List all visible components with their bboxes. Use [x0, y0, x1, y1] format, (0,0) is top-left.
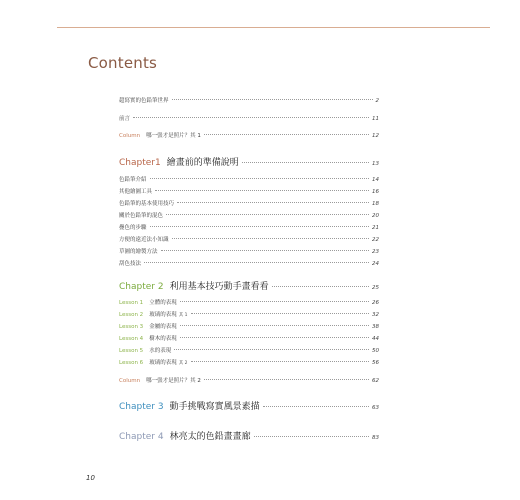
entry-label: 色鉛筆的基本使用技巧	[119, 201, 175, 207]
toc-lesson[interactable]	[119, 334, 379, 342]
entry-label: 哪一張才是照片？其 2	[146, 378, 201, 384]
dot-leader	[204, 379, 369, 380]
entry-label: 玻璃的表現	[149, 360, 177, 366]
entry-page: 56	[372, 360, 379, 366]
toc-lesson[interactable]	[119, 358, 379, 366]
dot-leader	[177, 202, 369, 203]
entry-label: 其他繪圖工具	[119, 189, 153, 195]
dot-leader	[180, 337, 369, 338]
toc-lesson[interactable]	[119, 298, 379, 306]
toc-entry-column[interactable]	[119, 131, 379, 139]
entry-page: 38	[372, 324, 379, 330]
lesson-prefix: Lesson 6	[119, 360, 144, 366]
entry-label: 草圖的繪製方法	[119, 249, 158, 255]
entry-label: 樹木的表現	[149, 336, 177, 342]
dot-leader	[174, 349, 369, 350]
dot-leader	[150, 226, 369, 227]
entry-label: 疊色的步驟	[119, 225, 147, 231]
entry-page: 24	[372, 261, 379, 267]
entry-page: 44	[372, 336, 379, 342]
chapter-prefix: Chapter 3	[119, 402, 164, 412]
entry-page: 26	[372, 300, 379, 306]
toc-chapter-3[interactable]	[119, 399, 379, 412]
lesson-prefix: Lesson 5	[119, 348, 144, 354]
entry-label: 立體的表現	[149, 300, 177, 306]
entry-label: 玻璃的表現	[149, 312, 177, 318]
entry-page: 20	[372, 213, 379, 219]
entry-page: 13	[372, 161, 379, 167]
entry-label: 水的表現	[149, 348, 172, 354]
entry-prefix: Column	[119, 378, 141, 384]
toc-lesson[interactable]	[119, 346, 379, 354]
toc-entry[interactable]	[119, 223, 379, 231]
entry-prefix: Column	[119, 133, 141, 139]
page-number: 10	[86, 474, 95, 482]
entry-label: 刮色技法	[119, 261, 142, 267]
toc-entry[interactable]	[119, 96, 379, 104]
dot-leader	[191, 361, 370, 362]
toc-chapter-1[interactable]	[119, 155, 379, 168]
entry-sub: 其 1	[178, 313, 188, 318]
entry-page: 18	[372, 201, 379, 207]
entry-page: 62	[372, 378, 379, 384]
toc-lesson[interactable]	[119, 322, 379, 330]
entry-page: 25	[372, 285, 379, 291]
entry-label: 金屬的表現	[149, 324, 177, 330]
dot-leader	[263, 406, 369, 407]
entry-label: 超寫實的色鉛筆世界	[119, 98, 169, 104]
dot-leader	[254, 436, 369, 437]
entry-page: 11	[372, 116, 379, 122]
lesson-prefix: Lesson 1	[119, 300, 144, 306]
entry-page: 50	[372, 348, 379, 354]
chapter-prefix: Chapter 2	[119, 282, 164, 292]
lesson-prefix: Lesson 2	[119, 312, 144, 318]
entry-label: 哪一張才是照片？其 1	[146, 133, 201, 139]
dot-leader	[191, 313, 370, 314]
dot-leader	[204, 134, 369, 135]
dot-leader	[272, 286, 369, 287]
top-divider	[57, 27, 490, 28]
entry-label: 前言	[119, 116, 131, 122]
entry-page: 21	[372, 225, 379, 231]
dot-leader	[180, 325, 369, 326]
toc-entry-column[interactable]	[119, 376, 379, 384]
dot-leader	[180, 301, 369, 302]
entry-page: 14	[372, 177, 379, 183]
dot-leader	[166, 214, 369, 215]
entry-page: 23	[372, 249, 379, 255]
toc-entry[interactable]	[119, 187, 379, 195]
dot-leader	[161, 250, 369, 251]
toc-lesson[interactable]	[119, 310, 379, 318]
page-title: Contents	[88, 54, 158, 72]
toc-entry[interactable]	[119, 175, 379, 183]
chapter-prefix: Chapter 4	[119, 432, 164, 442]
toc-entry[interactable]	[119, 199, 379, 207]
entry-sub: 其 2	[178, 361, 188, 366]
entry-page: 83	[372, 435, 379, 441]
dot-leader	[150, 178, 369, 179]
chapter-prefix: Chapter1	[119, 158, 161, 168]
dot-leader	[172, 238, 369, 239]
lesson-prefix: Lesson 3	[119, 324, 144, 330]
entry-page: 32	[372, 312, 379, 318]
toc-entry[interactable]	[119, 114, 379, 122]
toc-entry[interactable]	[119, 235, 379, 243]
dot-leader	[172, 99, 373, 100]
toc-chapter-4[interactable]	[119, 429, 379, 442]
chapter-title: 繪畫前的準備說明	[166, 158, 239, 168]
toc-entry[interactable]	[119, 247, 379, 255]
dot-leader	[242, 162, 369, 163]
entry-label: 色鉛筆介紹	[119, 177, 147, 183]
lesson-prefix: Lesson 4	[119, 336, 144, 342]
dot-leader	[155, 190, 369, 191]
entry-page: 63	[372, 405, 379, 411]
toc-entry[interactable]	[119, 259, 379, 267]
entry-label: 方便的遠近法小知識	[119, 237, 169, 243]
chapter-title: 林亮太的色鉛畫畫廊	[169, 432, 251, 442]
entry-page: 2	[375, 98, 379, 104]
dot-leader	[133, 117, 369, 118]
toc-chapter-2[interactable]	[119, 279, 379, 292]
entry-page: 22	[372, 237, 379, 243]
entry-page: 12	[372, 133, 379, 139]
chapter-title: 動手挑戰寫實風景素描	[169, 402, 260, 412]
chapter-title: 利用基本技巧動手畫看看	[169, 282, 269, 292]
dot-leader	[144, 262, 369, 263]
entry-label: 關於色鉛筆的混色	[119, 213, 164, 219]
toc-entry[interactable]	[119, 211, 379, 219]
entry-page: 16	[372, 189, 379, 195]
